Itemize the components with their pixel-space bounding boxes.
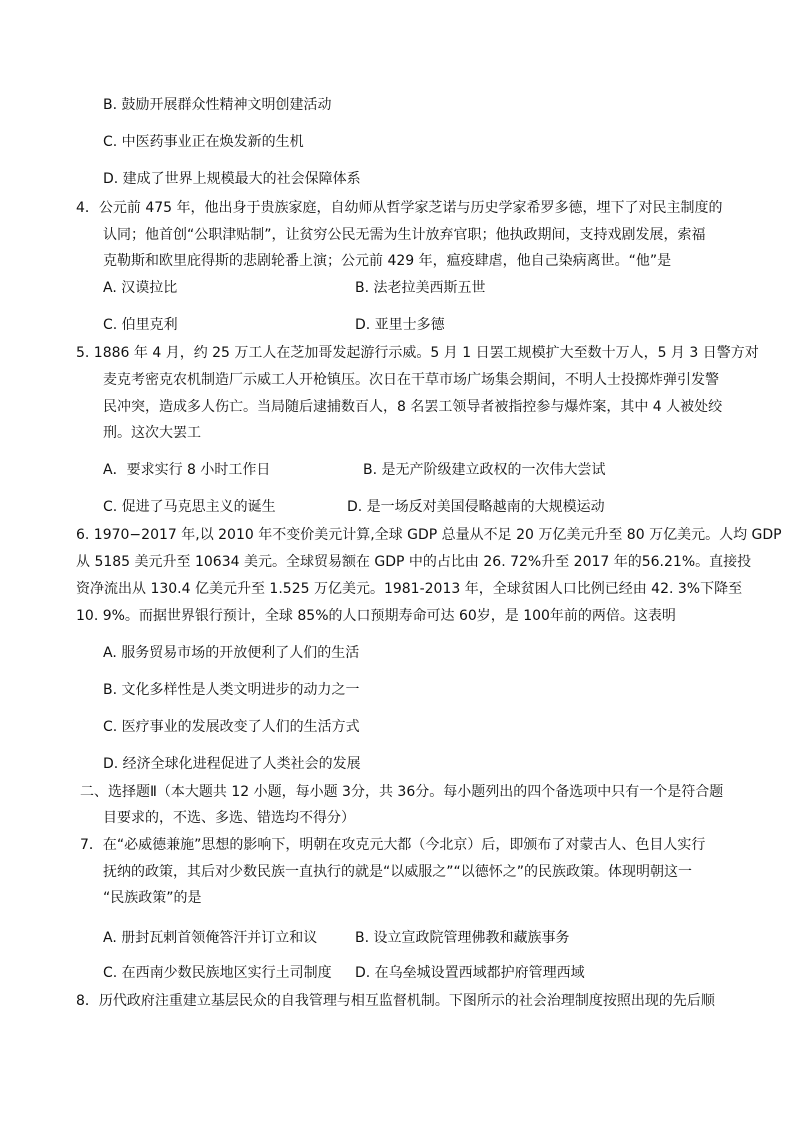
question-6-line-3: 资净流出从 130.4 亿美元升至 1.525 万亿美元。1981-2013 年，全球贫困人口比例已经由 42. 3%下降至 (76, 581, 743, 597)
question-5-line-3: 民冲突，造成多人伤亡。当局随后逮捕数百人，8 名罢工领导者被指控参与爆炸案，其中 4 人被处绞 (103, 399, 723, 415)
question-6-line-4: 10. 9%。而据世界银行预计，全球 85%的人口预期寿命可达 60岁，是 100年前的两倍。这表明 (76, 608, 676, 624)
question-4-line-3: 克勒斯和欧里庇得斯的悲剧轮番上演；公元前 429 年，瘟疫肆虐，他自己染病离世。“他”是 (103, 253, 672, 269)
option-7b: B. 设立宣政院管理佛教和藏族事务 (355, 930, 570, 946)
question-7-line-1: 7．在“必威德兼施”思想的影响下，明朝在攻克元大都（今北京）后，即颁布了对蒙古人、色目人实行 (80, 837, 706, 853)
option-4c: C. 伯里克利 (103, 317, 178, 333)
option-3d: D. 建成了世界上规模最大的社会保障体系 (103, 171, 361, 187)
option-3c: C. 中医药事业正在焕发新的生机 (103, 134, 304, 150)
option-6c: C. 医疗事业的发展改变了人们的生活方式 (103, 719, 360, 735)
question-5-line-2: 麦克考密克农机制造厂示威工人开枪镇压。次日在干草市场广场集会期间，不明人士投掷炸弹引发警 (103, 372, 719, 388)
option-4a: A. 汉谟拉比 (103, 280, 178, 296)
option-6a: A. 服务贸易市场的开放便利了人们的生活 (103, 645, 360, 661)
option-4d: D. 亚里士多德 (355, 317, 445, 333)
question-7-line-2: 抚纳的政策，其后对少数民族一直执行的就是“以威服之”“以德怀之”的民族政策。体现明朝这一 (103, 864, 693, 880)
question-5-line-1: 5. 1886 年 4 月，约 25 万工人在芝加哥发起游行示威。5 月 1 日罢工规模扩大至数十万人，5 月 3 日警方对 (76, 345, 759, 361)
question-5-line-4: 刑。这次大罢工 (103, 425, 201, 441)
option-6d: D. 经济全球化进程促进了人类社会的发展 (103, 756, 361, 772)
option-5a: A．要求实行 8 小时工作日 (103, 462, 271, 478)
question-6-line-2: 从 5185 美元升至 10634 美元。全球贸易额在 GDP 中的占比由 26. 72%升至 2017 年的56.21%。直接投 (76, 554, 752, 570)
question-6-line-1: 6. 1970−2017 年,以 2010 年不变价美元计算,全球 GDP 总量从不足 20 万亿美元升至 80 万亿美元。人均 GDP (76, 527, 782, 543)
section-2-heading-line-1: 二、选择题Ⅱ（本大题共 12 小题，每小题 3分，共 36分。每小题列出的四个备选项中只有一个是符合题 (80, 784, 724, 800)
option-6b: B. 文化多样性是人类文明进步的动力之一 (103, 682, 360, 698)
question-4-line-1: 4．公元前 475 年，他出身于贵族家庭，自幼师从哲学家芝诺与历史学家希罗多德，埋下了对民主制度的 (76, 200, 723, 216)
option-7a: A. 册封瓦剌首领俺答汗并订立和议 (103, 930, 318, 946)
option-5b: B. 是无产阶级建立政权的一次伟大尝试 (363, 462, 606, 478)
option-5c: C. 促进了马克思主义的诞生 (103, 499, 276, 515)
section-2-heading-line-2: 目要求的，不选、多选、错选均不得分） (103, 810, 355, 826)
option-5d: D. 是一场反对美国侵略越南的大规模运动 (347, 499, 605, 515)
question-7-line-3: “民族政策”的是 (103, 890, 202, 906)
option-7d: D. 在乌垒城设置西域都护府管理西域 (355, 965, 585, 981)
question-8-line-1: 8．历代政府注重建立基层民众的自我管理与相互监督机制。下图所示的社会治理制度按照出现的先后顺 (76, 993, 715, 1009)
option-7c: C. 在西南少数民族地区实行土司制度 (103, 965, 332, 981)
option-4b: B. 法老拉美西斯五世 (355, 280, 486, 296)
question-4-line-2: 认同；他首创“公职津贴制”，让贫穷公民无需为生计放弃官职；他执政期间，支持戏剧发展，索福 (103, 227, 706, 243)
option-3b: B. 鼓励开展群众性精神文明创建活动 (103, 97, 332, 113)
